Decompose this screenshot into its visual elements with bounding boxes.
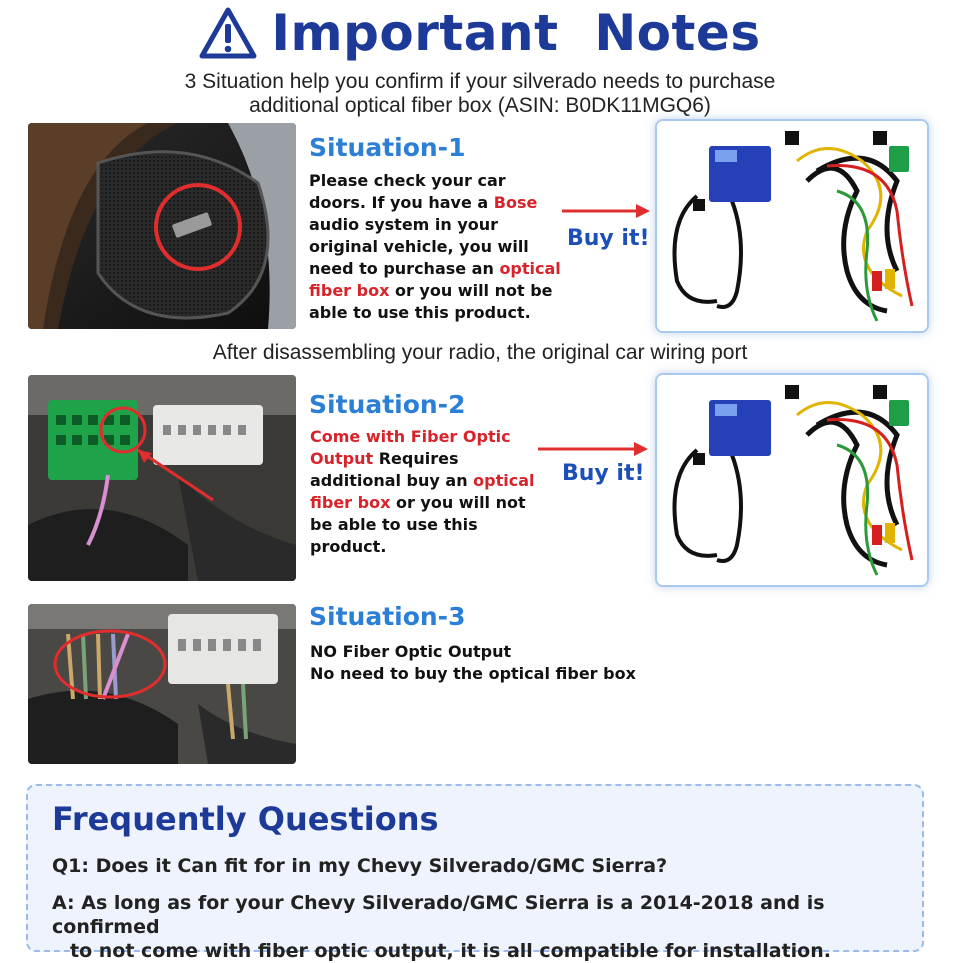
buy-it-label: Buy it! <box>562 461 645 486</box>
faq-answer <box>52 891 912 963</box>
optical-fiber-box-product-image <box>655 373 929 587</box>
wiring-port-caption: After disassembling your radio, the original car wiring port <box>212 341 748 364</box>
situation-1-text-part: or you will not be able to use this product. <box>309 281 553 322</box>
situation-3-text <box>310 641 650 685</box>
page-subtitle <box>0 70 960 118</box>
situation-1-text-part: audio system in your original vehicle, you will need to purchase an <box>309 215 529 278</box>
situation-1-text-part: Please check your car doors. If you have a <box>309 171 506 212</box>
faq-answer-line-2: to not come with fiber optic output, it is all compatible for installation. <box>70 940 831 962</box>
page-header <box>0 2 960 64</box>
situation-3-line-2: No need to buy the optical fiber box <box>310 664 636 683</box>
no-fiber-optic-port-photo <box>28 604 296 764</box>
page-title: Important Notes <box>271 4 761 62</box>
optical-fiber-box-highlight: optical fiber box <box>310 471 535 512</box>
bose-highlight: Bose <box>493 193 538 212</box>
buy-it-label: Buy it! <box>567 226 650 251</box>
situation-1-text <box>309 170 565 324</box>
subtitle-line-2: additional optical fiber box (ASIN: B0DK11MGQ6) <box>249 94 711 117</box>
situation-2-text-part: or you will not be able to use this product. <box>310 493 526 556</box>
warning-triangle-icon <box>199 7 257 59</box>
faq-title: Frequently Questions <box>52 800 439 838</box>
optical-fiber-box-product-image <box>655 119 929 333</box>
fiber-optic-output-highlight: Come with Fiber Optic Output <box>310 427 511 468</box>
faq-answer-line-1: A: As long as for your Chevy Silverado/GMC Sierra is a 2014-2018 and is confirmed <box>52 892 825 938</box>
situation-2-title: Situation-2 <box>309 390 466 419</box>
faq-box <box>26 784 924 962</box>
arrow-right-icon <box>562 203 652 219</box>
arrow-right-icon <box>538 441 650 457</box>
subtitle-line-1: 3 Situation help you confirm if your silverado needs to purchase <box>184 70 776 93</box>
fiber-optic-port-photo <box>28 375 296 581</box>
optical-fiber-box-highlight: optical fiber box <box>309 259 561 300</box>
situation-3-title: Situation-3 <box>309 602 466 631</box>
faq-question: Q1: Does it Can fit for in my Chevy Silverado/GMC Sierra? <box>52 855 668 877</box>
situation-1-title: Situation-1 <box>309 133 466 162</box>
situation-3-line-1: NO Fiber Optic Output <box>310 642 512 661</box>
bose-speaker-photo <box>28 123 296 329</box>
situation-2-text <box>310 426 538 558</box>
situation-2-text-part: Requires additional buy an <box>310 449 474 490</box>
